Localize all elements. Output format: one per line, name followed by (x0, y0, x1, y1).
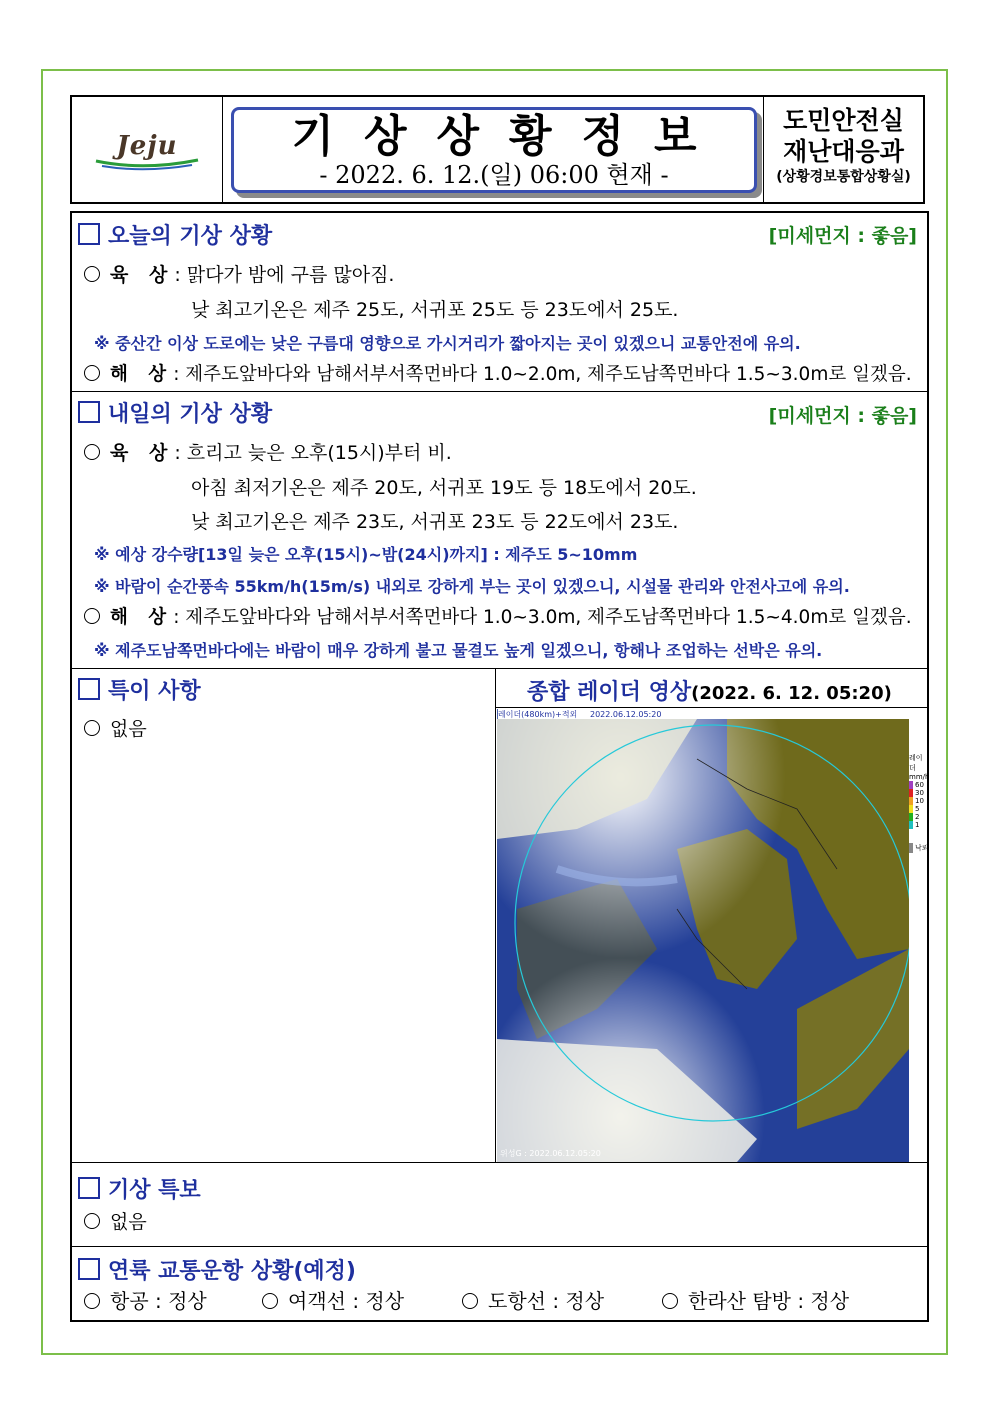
circle-bullet-icon (84, 266, 100, 282)
checkbox-square-icon (78, 678, 100, 700)
legend-item: 60 (909, 781, 929, 789)
special-item: 없음 (84, 714, 147, 741)
divider (495, 707, 927, 708)
legend-title: 레이더 (909, 754, 923, 772)
circle-bullet-icon (84, 1213, 100, 1229)
warning-heading: 기상 특보 (78, 1173, 201, 1204)
today-sea: 해 상: 제주도앞바다와 남해서부서쪽먼바다 1.0~2.0m, 제주도남쪽먼바다 1.5~3.0m로 일겠음. (84, 360, 912, 386)
circle-bullet-icon (84, 444, 100, 460)
today-dust-level: [미세먼지 : 좋음] (768, 225, 917, 247)
tomorrow-wind-note: ※ 바람이 순간풍속 55km/h(15m/s) 내외로 강하게 부는 곳이 있겠으니, 시설물 관리와 안전사고에 유의. (94, 577, 850, 596)
report-date: - 2022. 6. 12.(일) 06:00 현재 - (319, 161, 669, 189)
circle-bullet-icon (262, 1293, 278, 1309)
circle-bullet-icon (84, 365, 100, 381)
checkbox-square-icon (78, 223, 100, 245)
logo-swoosh-icon (94, 157, 200, 171)
radar-map-graphic (497, 709, 909, 1162)
today-land-temp: 낮 최고기온은 제주 25도, 서귀포 25도 등 23도에서 25도. (191, 299, 679, 321)
traffic-hallasan: 한라산 탐방 : 정상 (662, 1285, 849, 1314)
circle-bullet-icon (84, 720, 100, 736)
today-land: 육 상: 맑다가 밤에 구름 많아짐. (84, 260, 394, 287)
satellite-timestamp: 위성G : 2022.06.12.05:20 (500, 1149, 601, 1158)
circle-bullet-icon (462, 1293, 478, 1309)
department-block (763, 97, 923, 202)
today-heading: 오늘의 기상 상황 (78, 219, 272, 250)
checkbox-square-icon (78, 401, 100, 423)
jeju-logo (72, 97, 223, 202)
divider (72, 1162, 927, 1163)
tomorrow-heading: 내일의 기상 상황 (78, 397, 272, 428)
dept-line-3: (상황경보통합상황실) (776, 169, 911, 185)
checkbox-square-icon (78, 1177, 100, 1199)
radar-legend (909, 753, 929, 913)
special-heading: 특이 사항 (78, 674, 201, 705)
radar-caption: 레이더(480km)+적외 2022.06.12.05:20 (498, 709, 909, 719)
traffic-island-ferry: 도항선 : 정상 (462, 1285, 604, 1314)
legend-item: 1 (909, 821, 929, 829)
circle-bullet-icon (662, 1293, 678, 1309)
divider (72, 391, 927, 392)
traffic-air: 항공 : 정상 (84, 1285, 207, 1314)
circle-bullet-icon (84, 1293, 100, 1309)
divider (72, 1246, 927, 1247)
tomorrow-sea-note: ※ 제주도남쪽먼바다에는 바람이 매우 강하게 불고 물결도 높게 일겠으니, 항해나 조업하는 선박은 유의. (94, 641, 823, 660)
header-table (70, 95, 925, 204)
tomorrow-dust-level: [미세먼지 : 좋음] (768, 405, 917, 427)
dept-line-1: 도민안전실 (783, 106, 904, 135)
legend-item: 5 (909, 805, 929, 813)
today-note: ※ 중산간 이상 도로에는 낮은 구름대 영향으로 가시거리가 짧아지는 곳이 있겠으니 교통안전에 유의. (94, 334, 801, 353)
legend-item: 2 (909, 813, 929, 821)
title-box (231, 107, 757, 193)
weather-report-table (70, 211, 929, 1322)
tomorrow-land-max-temp: 낮 최고기온은 제주 23도, 서귀포 23도 등 22도에서 23도. (191, 511, 679, 533)
tomorrow-land: 육 상: 흐리고 늦은 오후(15시)부터 비. (84, 438, 452, 465)
checkbox-square-icon (78, 1258, 100, 1280)
traffic-ferry: 여객선 : 정상 (262, 1285, 404, 1314)
column-divider (495, 668, 496, 1162)
circle-bullet-icon (84, 608, 100, 624)
tomorrow-land-min-temp: 아침 최저기온은 제주 20도, 서귀포 19도 등 18도에서 20도. (191, 477, 697, 499)
logo-text: Jeju (116, 130, 178, 161)
legend-lightning: 낙뢰 (909, 843, 929, 853)
page-title: 기상상황정보 (291, 111, 727, 162)
divider (72, 668, 927, 669)
legend-unit: mm/h (909, 773, 930, 781)
tomorrow-rain-note: ※ 예상 강수량[13일 늦은 오후(15시)~밤(24시)까지] : 제주도 5~10mm (94, 545, 638, 564)
traffic-heading: 연륙 교통운항 상황(예정) (78, 1254, 356, 1285)
legend-item: 30 (909, 789, 929, 797)
dept-line-2: 재난대응과 (783, 137, 904, 166)
legend-item: 10 (909, 797, 929, 805)
radar-image (497, 709, 909, 1162)
warning-item: 없음 (84, 1207, 147, 1234)
radar-title: 종합 레이더 영상(2022. 6. 12. 05:20) (527, 680, 892, 705)
tomorrow-sea: 해 상: 제주도앞바다와 남해서부서쪽먼바다 1.0~3.0m, 제주도남쪽먼바다 1.5~4.0m로 일겠음. (84, 603, 912, 629)
